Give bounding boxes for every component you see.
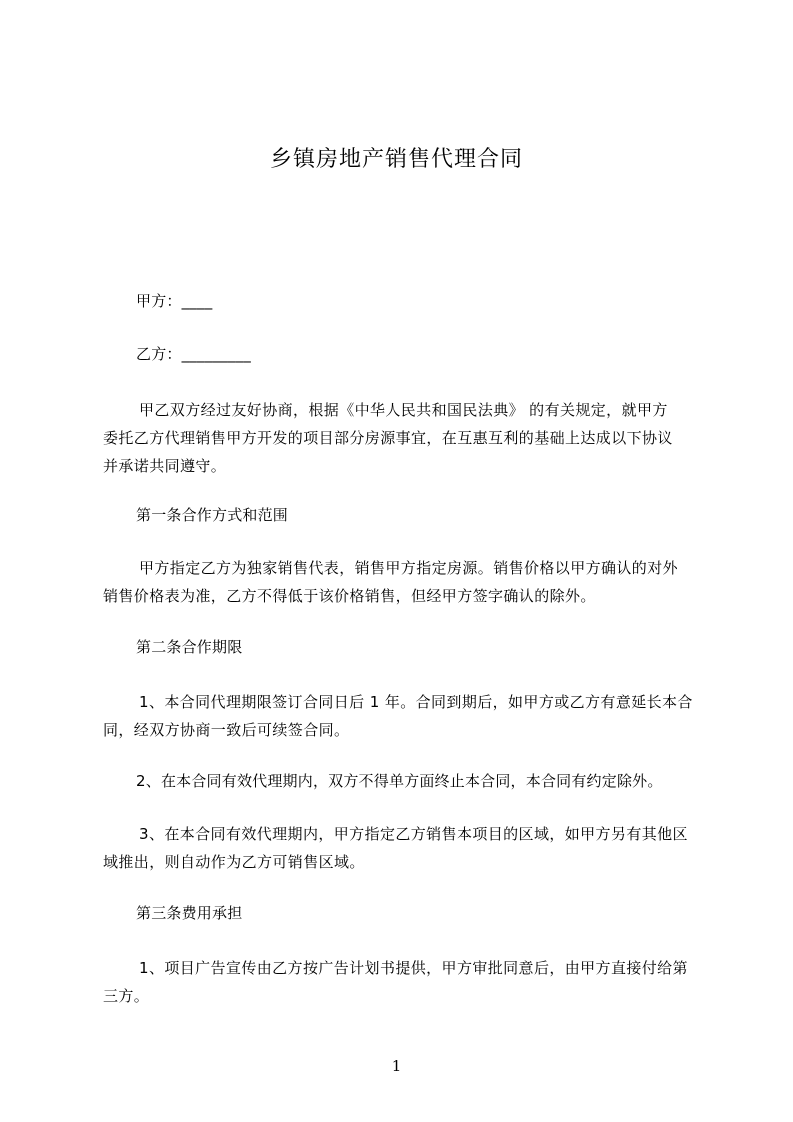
page-number: 1 (391, 1057, 402, 1075)
article1-line: 甲方指定乙方为独家销售代表，销售甲方指定房源。销售价格以甲方确认的对外 (139, 559, 679, 577)
party-a-line: 甲方：____ (136, 292, 213, 310)
article1-line: 销售价格表为准，乙方不得低于该价格销售，但经甲方签字确认的除外。 (103, 587, 596, 605)
article2-heading: 第二条合作期限 (136, 638, 243, 656)
article3-item1 (103, 954, 707, 1010)
article2-item3-line: 域推出，则自动作为乙方可销售区域。 (103, 853, 365, 871)
article2-item1-line: 1、本合同代理期限签订合同日后 1 年。合同到期后，如甲方或乙方有意延长本合 (139, 693, 693, 711)
intro-line: 委托乙方代理销售甲方开发的项目部分房源事宜，在互惠互利的基础上达成以下协议 (103, 429, 673, 447)
article2-item3 (103, 820, 707, 876)
article2-item3-line: 3、在本合同有效代理期内，甲方指定乙方销售本项目的区域，如甲方另有其他区 (139, 825, 688, 843)
document-title: 乡镇房地产销售代理合同 (269, 147, 523, 172)
article1-heading: 第一条合作方式和范围 (136, 506, 289, 524)
article1-paragraph (103, 554, 707, 610)
intro-line: 甲乙双方经过友好协商，根据《中华人民共和国民法典》 的有关规定，就甲方 (139, 401, 668, 419)
intro-paragraph (103, 396, 707, 480)
article3-item1-line: 1、项目广告宣传由乙方按广告计划书提供，甲方审批同意后，由甲方直接付给第 (139, 959, 688, 977)
article2-item1 (103, 688, 707, 744)
intro-line: 并承诺共同遵守。 (103, 457, 227, 475)
article2-item1-line: 同，经双方协商一致后可续签合同。 (103, 721, 350, 739)
party-b-line: 乙方：_________ (136, 345, 251, 363)
article2-item2: 2、在本合同有效代理期内，双方不得单方面终止本合同，本合同有约定除外。 (136, 772, 663, 790)
article3-item1-line: 三方。 (103, 987, 150, 1005)
article3-heading: 第三条费用承担 (136, 904, 243, 922)
